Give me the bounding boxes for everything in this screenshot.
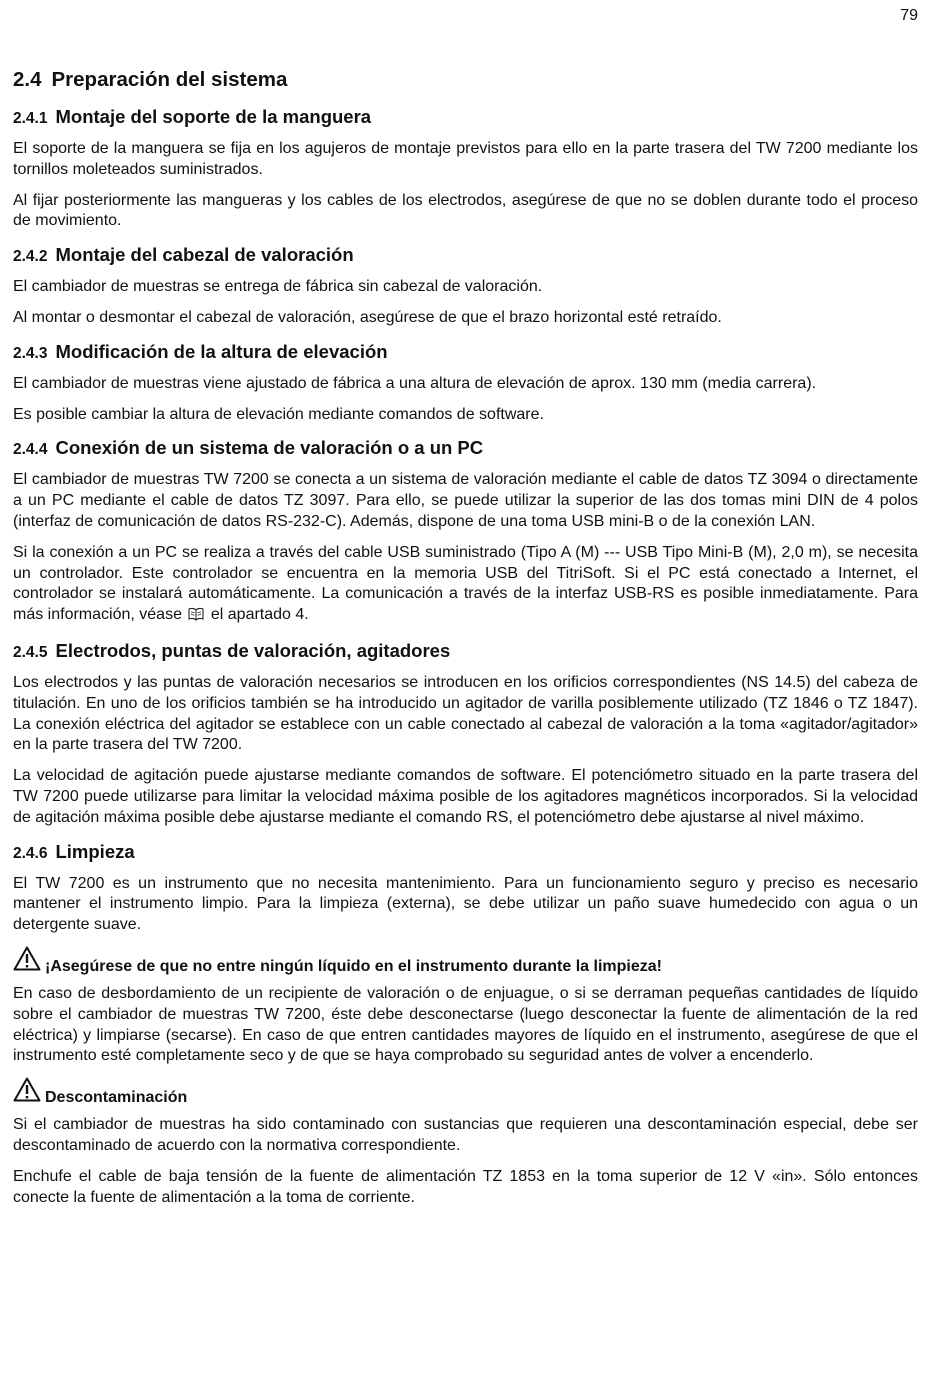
paragraph: El TW 7200 es un instrumento que no necesita mantenimiento. Para un funcionamiento seguro y preciso es necesario mantener el instrumento limpio. Para la limpieza (externa), se debe utilizar un paño suave humedecido con agua o un detergente suave. <box>13 874 918 934</box>
subsection-title: Limpieza <box>55 840 135 862</box>
subsection-title: Electrodos, puntas de valoración, agitadores <box>55 639 451 661</box>
subsection-number: 2.4.3 <box>13 344 48 362</box>
subsection-number: 2.4.5 <box>13 643 48 661</box>
subsection-number: 2.4.1 <box>13 110 48 127</box>
subsection-number: 2.4.4 <box>13 441 48 459</box>
paragraph: El cambiador de muestras se entrega de fábrica sin cabezal de valoración. <box>13 278 543 296</box>
warning-text: ¡Asegúrese de que no entre ningún líquido en el instrumento durante la limpieza! <box>45 957 662 975</box>
subsection-title: Modificación de la altura de elevación <box>55 340 388 362</box>
section-title: Preparación del sistema <box>51 68 288 91</box>
book-icon <box>188 607 204 628</box>
paragraph-reference: el apartado 4. <box>206 606 309 624</box>
subsection-heading <box>13 242 918 270</box>
paragraph: Enchufe el cable de baja tensión de la fuente de alimentación TZ 1853 en la toma superior de 12 V «in». Sólo entonces conecte la fuente de alimentación a la toma de corriente. <box>13 1167 918 1206</box>
subsection-heading <box>13 339 918 367</box>
subsection-number: 2.4.6 <box>13 844 48 862</box>
section-number: 2.4 <box>13 68 42 91</box>
warning-icon <box>13 946 45 976</box>
subsection-title: Montaje del soporte de la manguera <box>55 106 372 127</box>
paragraph: Al montar o desmontar el cabezal de valoración, asegúrese de que el brazo horizontal esté retraído. <box>13 308 722 326</box>
page-number: 79 <box>900 7 918 24</box>
paragraph-text: Si la conexión a un PC se realiza a través del cable USB suministrado (Tipo A (M) --- USB Tipo Mini-B (M), 2,0 m), se necesita un controlador. Este controlador se encuentra en la memoria USB del TitriSoft. Si el PC está conectado a Internet, el controlador se instalará automáticamente. La comunicación a través de la interfaz USB-RS es posible inmediatamente. Para más información, véase <box>13 543 918 624</box>
paragraph: El cambiador de muestras viene ajustado de fábrica a una altura de elevación de aprox. 130 mm (media carrera). <box>13 374 817 392</box>
subsection-number: 2.4.2 <box>13 248 48 266</box>
paragraph: Al fijar posteriormente las mangueras y los cables de los electrodos, asegúrese de que no se doblen durante todo el proceso de movimiento. <box>13 191 918 230</box>
subsection-heading <box>13 638 918 666</box>
warning-text: Descontaminación <box>45 1089 188 1107</box>
paragraph: El soporte de la manguera se fija en los agujeros de montaje previstos para ello en la parte trasera del TW 7200 mediante los tornillos moleteados suministrados. <box>13 140 918 178</box>
warning-notice <box>13 1077 918 1107</box>
paragraph <box>13 543 918 628</box>
warning-notice <box>13 946 918 976</box>
subsection-title: Montaje del cabezal de valoración <box>55 244 354 266</box>
paragraph: En caso de desbordamiento de un recipiente de valoración o de enjuague, o si se derraman pequeñas cantidades de líquido sobre el cambiador de muestras TW 7200, éste debe desconectarse (luego desconectar la fuente de alimentación de la red eléctrica) y limpiarse (secarse). En caso de que entren cantidades mayores de líquido en el instrumento, asegúrese de que el instrumento esté completamente seco y de que se haya comprobado su seguridad antes de volver a encenderlo. <box>13 984 918 1065</box>
subsection-title: Conexión de un sistema de valoración o a un PC <box>55 437 484 459</box>
warning-icon <box>13 1077 45 1107</box>
paragraph: El cambiador de muestras TW 7200 se conecta a un sistema de valoración mediante el cable de datos TZ 3094 o directamente a un PC mediante el cable de datos TZ 3097. Para ello, se puede utilizar la superior de las dos tomas mini DIN de 4 polos (interfaz de comunicación de datos RS-232-C). Además, dispone de una toma USB mini-B o de la conexión LAN. <box>13 471 918 530</box>
section-heading <box>13 66 918 94</box>
document-body <box>13 66 918 1218</box>
paragraph: La velocidad de agitación puede ajustarse mediante comandos de software. El potenciómetro situado en la parte trasera del TW 7200 puede utilizarse para limitar la velocidad máxima posible de los agitadores magnéticos incorporados. Si la velocidad de agitación máxima posible debe ajustarse mediante el comando RS, el potenciómetro debe ajustarse al nivel máximo. <box>13 767 918 826</box>
paragraph: Los electrodos y las puntas de valoración necesarios se introducen en los orificios correspondientes (NS 14.5) del cabeza de titulación. En uno de los orificios también se ha introducido un agitador de varilla posiblemente utilizado (TZ 1846 o TZ 1847). La conexión eléctrica del agitador se establece con un cable conectado al cabezal de valoración a la toma «agitador/agitador» en la parte trasera del TW 7200. <box>13 673 918 754</box>
subsection-heading <box>13 104 918 132</box>
subsection-heading <box>13 839 918 867</box>
paragraph: Si el cambiador de muestras ha sido contaminado con sustancias que requieren una descontaminación especial, debe ser descontaminado de acuerdo con la normativa correspondiente. <box>13 1116 918 1154</box>
subsection-heading <box>13 435 918 463</box>
paragraph: Es posible cambiar la altura de elevación mediante comandos de software. <box>13 405 544 423</box>
